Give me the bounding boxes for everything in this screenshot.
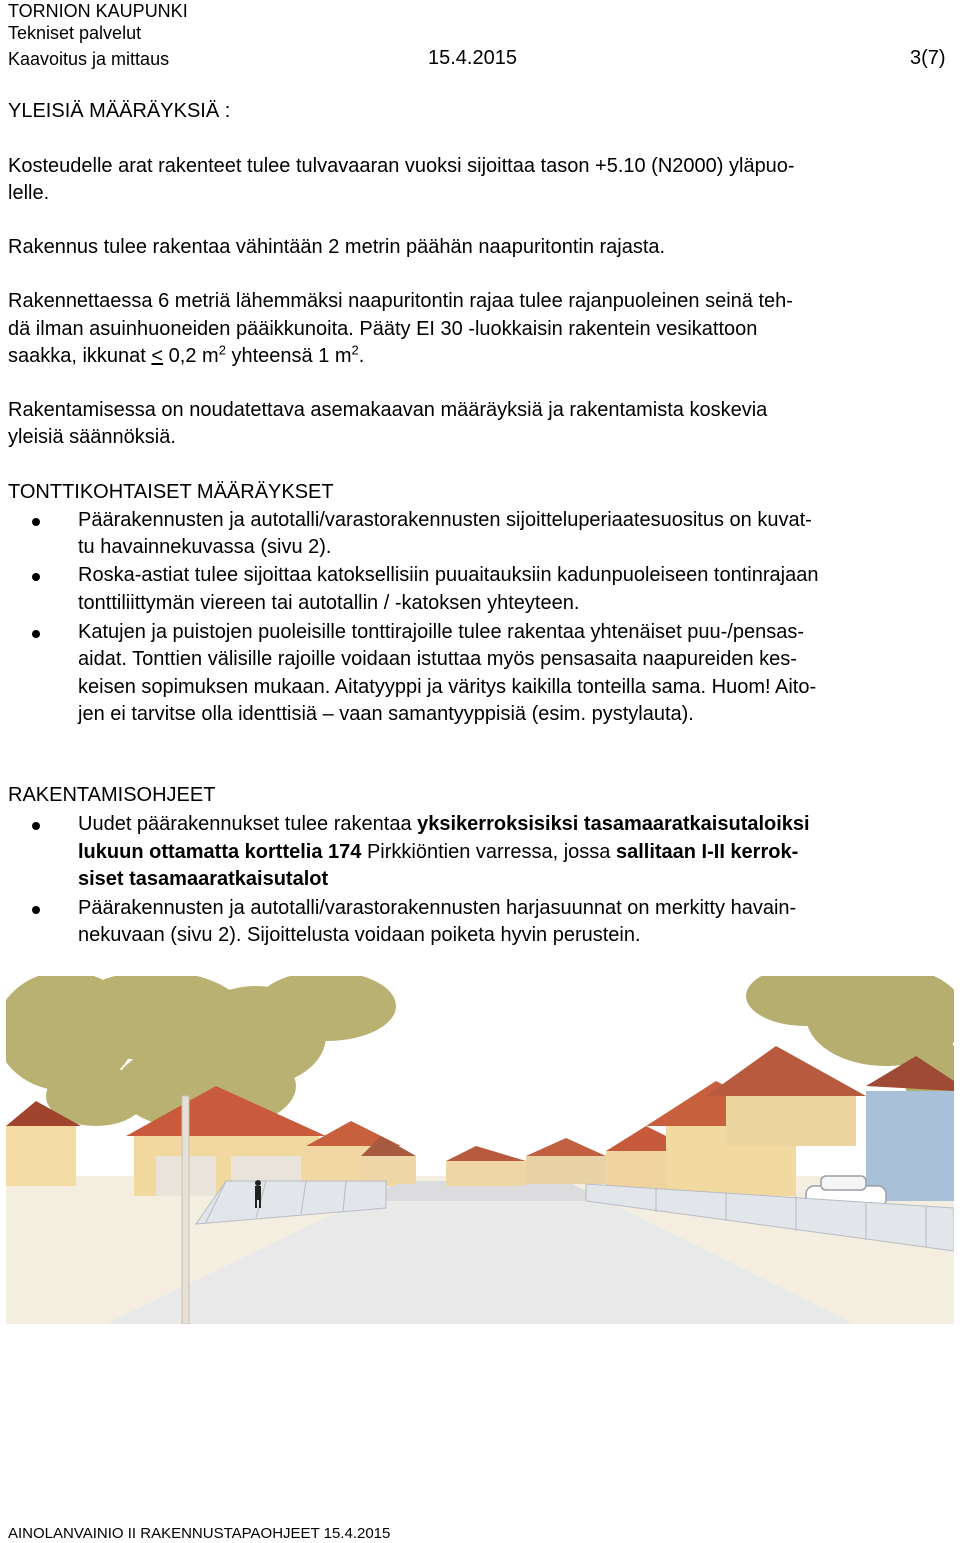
paragraph-line: saakka, ikkunat < 0,2 $m^2$ yhteensä 1 $m^2$. (8, 342, 365, 367)
list-item-line: Roska-astiat tulee sijoittaa katoksellisiin puuaitauksiin kadunpuoleiseen tontinrajaan (78, 564, 819, 586)
list-item-line: aidat. Tonttien välisille rajoille voidaan istuttaa myös pensasaita naapureiden kes- (78, 648, 797, 670)
list-item-line: Uudet päärakennukset tulee rakentaa yksikerroksisiksi tasamaaratkaisutaloiksi (78, 813, 810, 835)
bullet-icon (32, 573, 40, 581)
section-heading-plot: TONTTIKOHTAISET MÄÄRÄYKSET (8, 481, 334, 503)
list-item-line: lukuun ottamatta korttelia 174 Pirkkiöntien varressa, jossa sallitaan I-II kerrok- (78, 841, 799, 863)
list-item-line: Päärakennusten ja autotalli/varastorakennusten sijoitteluperiaatesuositus on kuvat- (78, 509, 812, 531)
list-item-line: Katujen ja puistojen puoleisille tonttirajoille tulee rakentaa yhtenäiset puu-/pensas- (78, 621, 805, 643)
header-org: TORNION KAUPUNKI (8, 1, 188, 21)
list-item-line: Päärakennusten ja autotalli/varastorakennusten harjasuunnat on merkitty havain- (78, 897, 797, 919)
list-item-line: tonttiliittymän viereen tai autotallin / -katoksen yhteyteen. (78, 592, 580, 614)
list-item-line: tu havainnekuvassa (sivu 2). (78, 536, 332, 558)
paragraph-line: dä ilman asuinhuoneiden pääikkunoita. Pääty EI 30 -luokkaisin rakentein vesikattoon (8, 318, 758, 340)
tree-trunk (182, 1096, 189, 1324)
paragraph-line: Rakennettaessa 6 metriä lähemmäksi naapuritontin rajaa tulee rajanpuoleinen seinä teh- (8, 290, 793, 312)
header-dept: Tekniset palvelut (8, 23, 142, 43)
paragraph-line: Rakentamisessa on noudatettava asemakaavan määräyksiä ja rakentamista koskevia (8, 399, 768, 421)
street-view-illustration (6, 976, 954, 1324)
bullet-icon (32, 518, 40, 526)
list-item-line: nekuvaan (sivu 2). Sijoittelusta voidaan poiketa hyvin perustein. (78, 924, 641, 946)
paragraph-line: yleisiä säännöksiä. (8, 426, 176, 448)
header-date: 15.4.2015 (428, 47, 517, 69)
list-item-line: siset tasamaaratkaisutalot (78, 868, 329, 890)
paragraph-line: Rakennus tulee rakentaa vähintään 2 metrin päähän naapuritontin rajasta. (8, 236, 666, 258)
section-heading-building: RAKENTAMISOHJEET (8, 784, 216, 806)
header-unit: Kaavoitus ja mittaus (8, 49, 170, 69)
paragraph-line: lelle. (8, 182, 50, 204)
paragraph-line: Kosteudelle arat rakenteet tulee tulvavaaran vuoksi sijoittaa tason +5.10 (N2000) yläpuo- (8, 155, 795, 177)
section-heading-general: YLEISIÄ MÄÄRÄYKSIÄ : (8, 100, 231, 122)
page-footer: AINOLANVAINIO II RAKENNUSTAPAOHJEET 15.4.2015 (8, 1525, 391, 1542)
bullet-icon (32, 906, 40, 914)
bullet-icon (32, 630, 40, 638)
bullet-icon (32, 822, 40, 830)
header-page-number: 3(7) (910, 47, 946, 69)
list-item-line: jen ei tarvitse olla identtisiä – vaan samantyyppisiä (esim. pystylauta). (78, 703, 694, 725)
list-item-line: keisen sopimuksen mukaan. Aitatyyppi ja väritys kaikilla tonteilla sama. Huom! Aito- (78, 676, 817, 698)
